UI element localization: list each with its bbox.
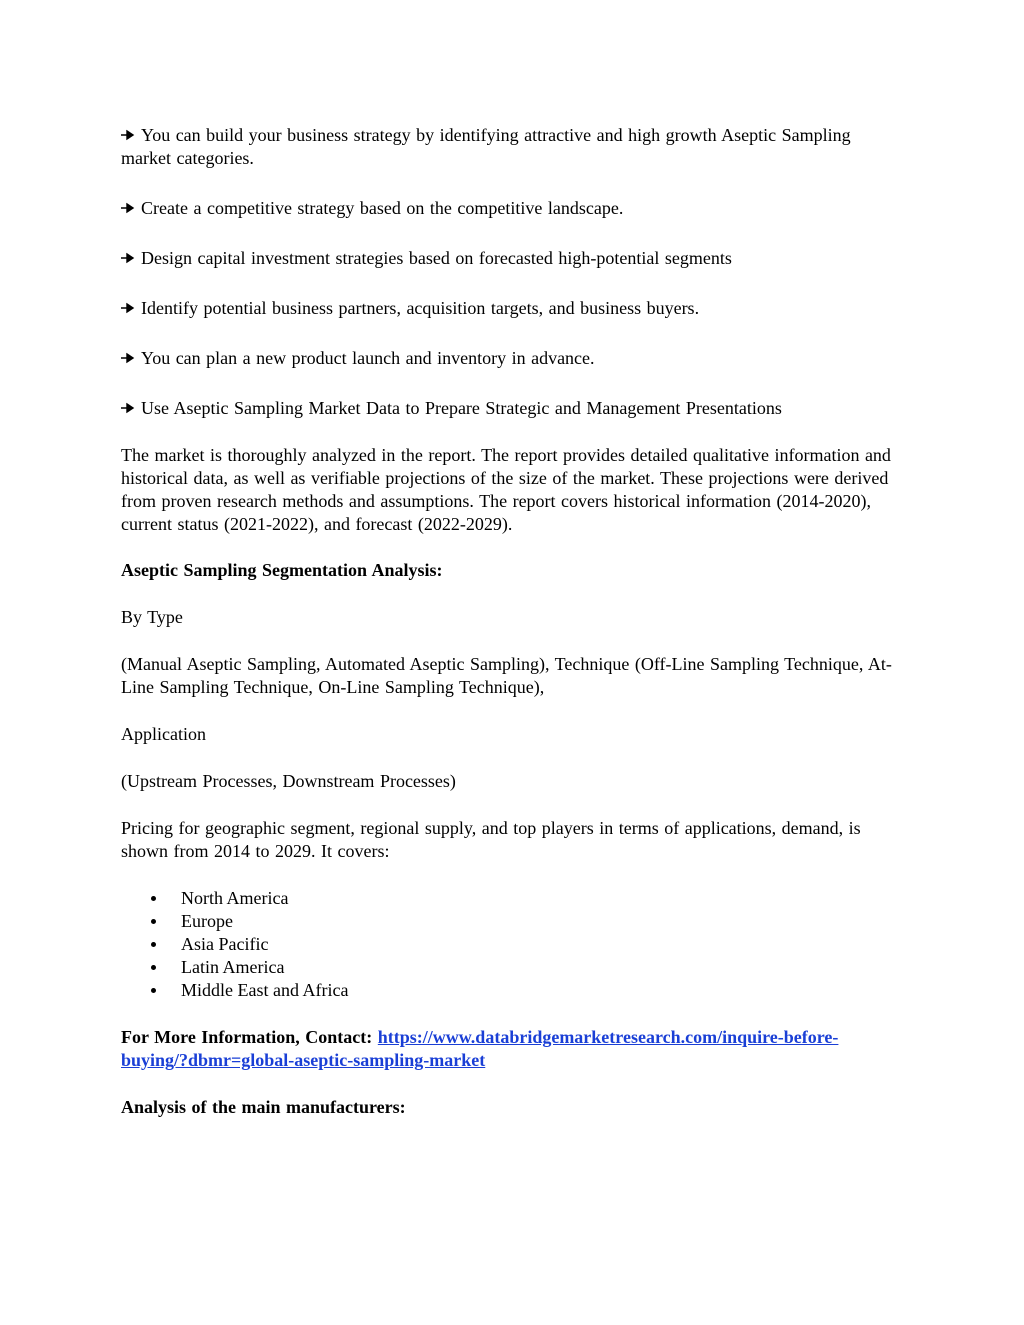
bullet-dot-icon [151, 896, 156, 901]
region-name: Asia Pacific [181, 934, 269, 954]
bullet-dot-icon [151, 965, 156, 970]
bullet-text: Use Aseptic Sampling Market Data to Prepare Strategic and Management Presentations [141, 398, 782, 418]
region-name: North America [181, 888, 289, 908]
bullet-text: Identify potential business partners, acquisition targets, and business buyers. [141, 298, 700, 318]
bullet-dot-icon [151, 919, 156, 924]
bullet-dot-icon [151, 942, 156, 947]
list-item [121, 933, 896, 956]
region-list [121, 887, 896, 1002]
arrow-right-icon [121, 352, 135, 364]
contact-label: For More Information, Contact: [121, 1027, 373, 1047]
bullet-dot-icon [151, 988, 156, 993]
by-type-label: By Type [121, 607, 183, 627]
list-item [121, 910, 896, 933]
bullet-text: You can build your business strategy by identifying attractive and high growth Aseptic Sampling market categories. [121, 125, 851, 168]
bullet-text: You can plan a new product launch and inventory in advance. [141, 348, 595, 368]
bullet-item [121, 397, 896, 420]
bullet-item [121, 197, 896, 220]
inquiry-link[interactable]: https://www.databridgemarketresearch.com/inquire-before-buying/?dbmr=global-aseptic-sampling-market [121, 1027, 839, 1070]
list-item [121, 956, 896, 979]
arrow-right-icon [121, 252, 135, 264]
segmentation-heading: Aseptic Sampling Segmentation Analysis: [121, 560, 443, 580]
bullet-text: Design capital investment strategies based on forecasted high-potential segments [141, 248, 732, 268]
arrow-right-icon [121, 302, 135, 314]
bullet-item [121, 124, 896, 170]
applications-paragraph: (Upstream Processes, Downstream Processes) [121, 771, 456, 791]
region-name: Middle East and Africa [181, 980, 349, 1000]
document-page [121, 124, 896, 1119]
arrow-right-icon [121, 202, 135, 214]
contact-line [121, 1026, 896, 1072]
region-name: Latin America [181, 957, 285, 977]
application-label: Application [121, 724, 206, 744]
bullet-item [121, 347, 896, 370]
manufacturers-heading: Analysis of the main manufacturers: [121, 1097, 406, 1117]
types-paragraph: (Manual Aseptic Sampling, Automated Aseptic Sampling), Technique (Off-Line Sampling Technique, At-Line Sampling Technique, On-Line Sampling Technique), [121, 654, 892, 697]
region-name: Europe [181, 911, 233, 931]
pricing-paragraph: Pricing for geographic segment, regional supply, and top players in terms of applications, demand, is shown from 2014 to 2029. It covers: [121, 818, 861, 861]
bullet-item [121, 247, 896, 270]
list-item [121, 979, 896, 1002]
arrow-right-icon [121, 129, 135, 141]
bullet-text: Create a competitive strategy based on the competitive landscape. [141, 198, 624, 218]
arrow-right-icon [121, 402, 135, 414]
bullet-item [121, 297, 896, 320]
overview-paragraph: The market is thoroughly analyzed in the report. The report provides detailed qualitative information and historical data, as well as verifiable projections of the size of the market. These projections were derived from proven research methods and assumptions. The report covers historical information (2014-2020), current status (2021-2022), and forecast (2022-2029). [121, 445, 891, 534]
list-item [121, 887, 896, 910]
